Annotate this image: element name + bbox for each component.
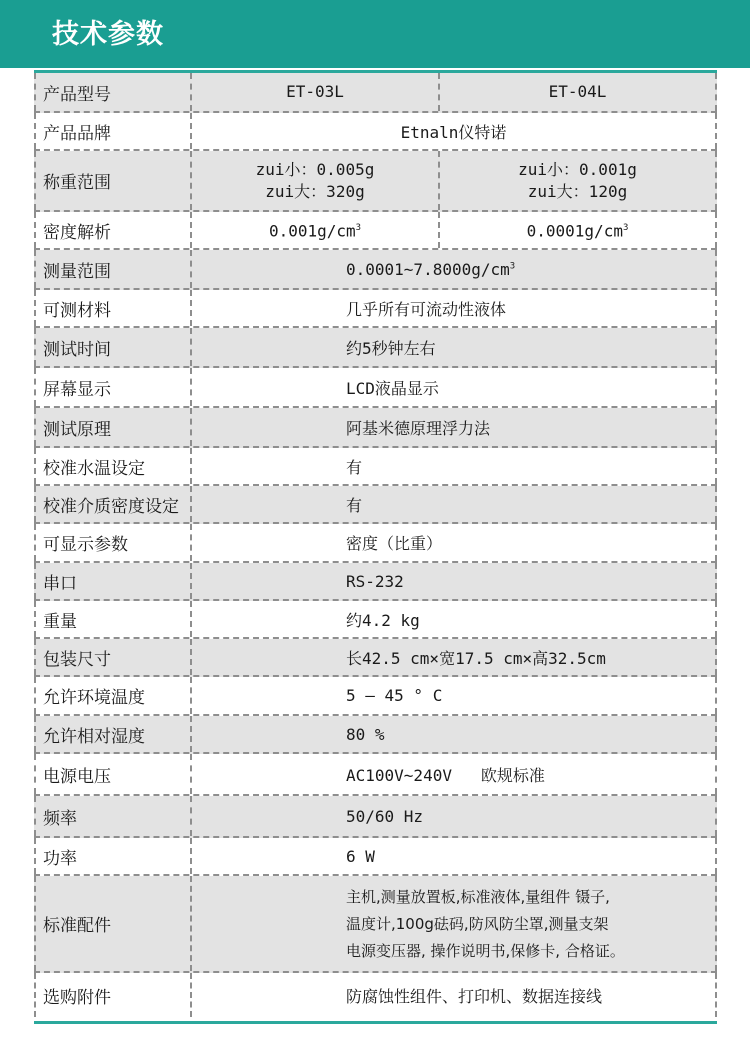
row-value: 防腐蚀性组件、打印机、数据连接线 — [192, 973, 717, 1017]
accessory-line: 电源变压器, 操作说明书,保修卡, 合格证。 — [346, 942, 625, 960]
row-label: 可测材料 — [34, 290, 192, 326]
row-value: $0.0001\sim 7.8000g/cm^3$ — [192, 250, 717, 288]
row-label: 可显示参数 — [34, 524, 192, 561]
table-row — [34, 563, 717, 601]
table-bottom-rule — [34, 1021, 717, 1024]
table-row — [34, 524, 717, 563]
table-row — [34, 151, 717, 212]
accessory-line: 主机,测量放置板,标准液体,量组件 镊子, — [346, 888, 610, 906]
table-row — [34, 73, 717, 113]
table-row — [34, 113, 717, 151]
accessory-line: 温度计,100g砝码,防风防尘罩,测量支架 — [346, 915, 609, 933]
row-value: RS-232 — [192, 563, 717, 599]
row-label: 校准水温设定 — [34, 448, 192, 484]
row-value: Etnaln仪特诺 — [192, 113, 717, 149]
row-value: 约4.2 kg — [192, 601, 717, 637]
row-label: 包装尺寸 — [34, 639, 192, 675]
table-row — [34, 716, 717, 754]
table-row — [34, 973, 717, 1017]
table-row — [34, 250, 717, 290]
row-label: 密度解析 — [34, 212, 192, 248]
row-value: 有 — [192, 486, 717, 522]
row-label: 频率 — [34, 796, 192, 836]
row-label: 屏幕显示 — [34, 368, 192, 406]
table-row — [34, 601, 717, 639]
row-label: 产品型号 — [34, 73, 192, 111]
row-value: 6 W — [192, 838, 717, 874]
weighing-range-a: zui小：0.005g zui大：320g — [192, 151, 440, 210]
model-b: ET-04L — [440, 73, 717, 111]
row-label: 重量 — [34, 601, 192, 637]
table-row — [34, 328, 717, 368]
table-row — [34, 677, 717, 716]
section-header-bar — [0, 0, 750, 68]
model-a: ET-03L — [192, 73, 440, 111]
row-value: 密度（比重） — [192, 524, 717, 561]
row-label: 测试时间 — [34, 328, 192, 366]
row-value: 长42.5 cm×宽17.5 cm×高32.5cm — [192, 639, 717, 675]
row-value: 50/60 Hz — [192, 796, 717, 836]
row-label: 测量范围 — [34, 250, 192, 288]
density-resolution-b: $0.0001g/cm^3$ — [440, 212, 717, 248]
row-label: 选购附件 — [34, 973, 192, 1017]
row-value: 几乎所有可流动性液体 — [192, 290, 717, 326]
table-row — [34, 754, 717, 796]
table-row — [34, 290, 717, 328]
table-row — [34, 368, 717, 408]
row-label: 称重范围 — [34, 151, 192, 210]
table-row — [34, 639, 717, 677]
table-row — [34, 408, 717, 448]
row-label: 允许环境温度 — [34, 677, 192, 714]
density-resolution-a: $0.001g/cm^3$ — [192, 212, 440, 248]
row-value: 约5秒钟左右 — [192, 328, 717, 366]
spec-table — [34, 70, 717, 1017]
row-value: 有 — [192, 448, 717, 484]
row-value — [192, 876, 717, 971]
row-label: 允许相对湿度 — [34, 716, 192, 752]
table-row — [34, 486, 717, 524]
row-label: 产品品牌 — [34, 113, 192, 149]
table-row — [34, 876, 717, 973]
row-value: 80 % — [192, 716, 717, 752]
section-title: 技术参数 — [52, 19, 164, 50]
row-label: 串口 — [34, 563, 192, 599]
row-value: AC100V~240V 欧规标准 — [192, 754, 717, 794]
weighing-range-b: zui小：0.001g zui大：120g — [440, 151, 717, 210]
row-label: 测试原理 — [34, 408, 192, 446]
row-value: 5 – 45 ° C — [192, 677, 717, 714]
table-row — [34, 212, 717, 250]
row-value: 阿基米德原理浮力法 — [192, 408, 717, 446]
table-row — [34, 448, 717, 486]
row-label: 电源电压 — [34, 754, 192, 794]
row-label: 功率 — [34, 838, 192, 874]
table-row — [34, 796, 717, 838]
row-label: 标准配件 — [34, 876, 192, 971]
row-label: 校准介质密度设定 — [34, 486, 192, 522]
row-value: LCD液晶显示 — [192, 368, 717, 406]
table-row — [34, 838, 717, 876]
